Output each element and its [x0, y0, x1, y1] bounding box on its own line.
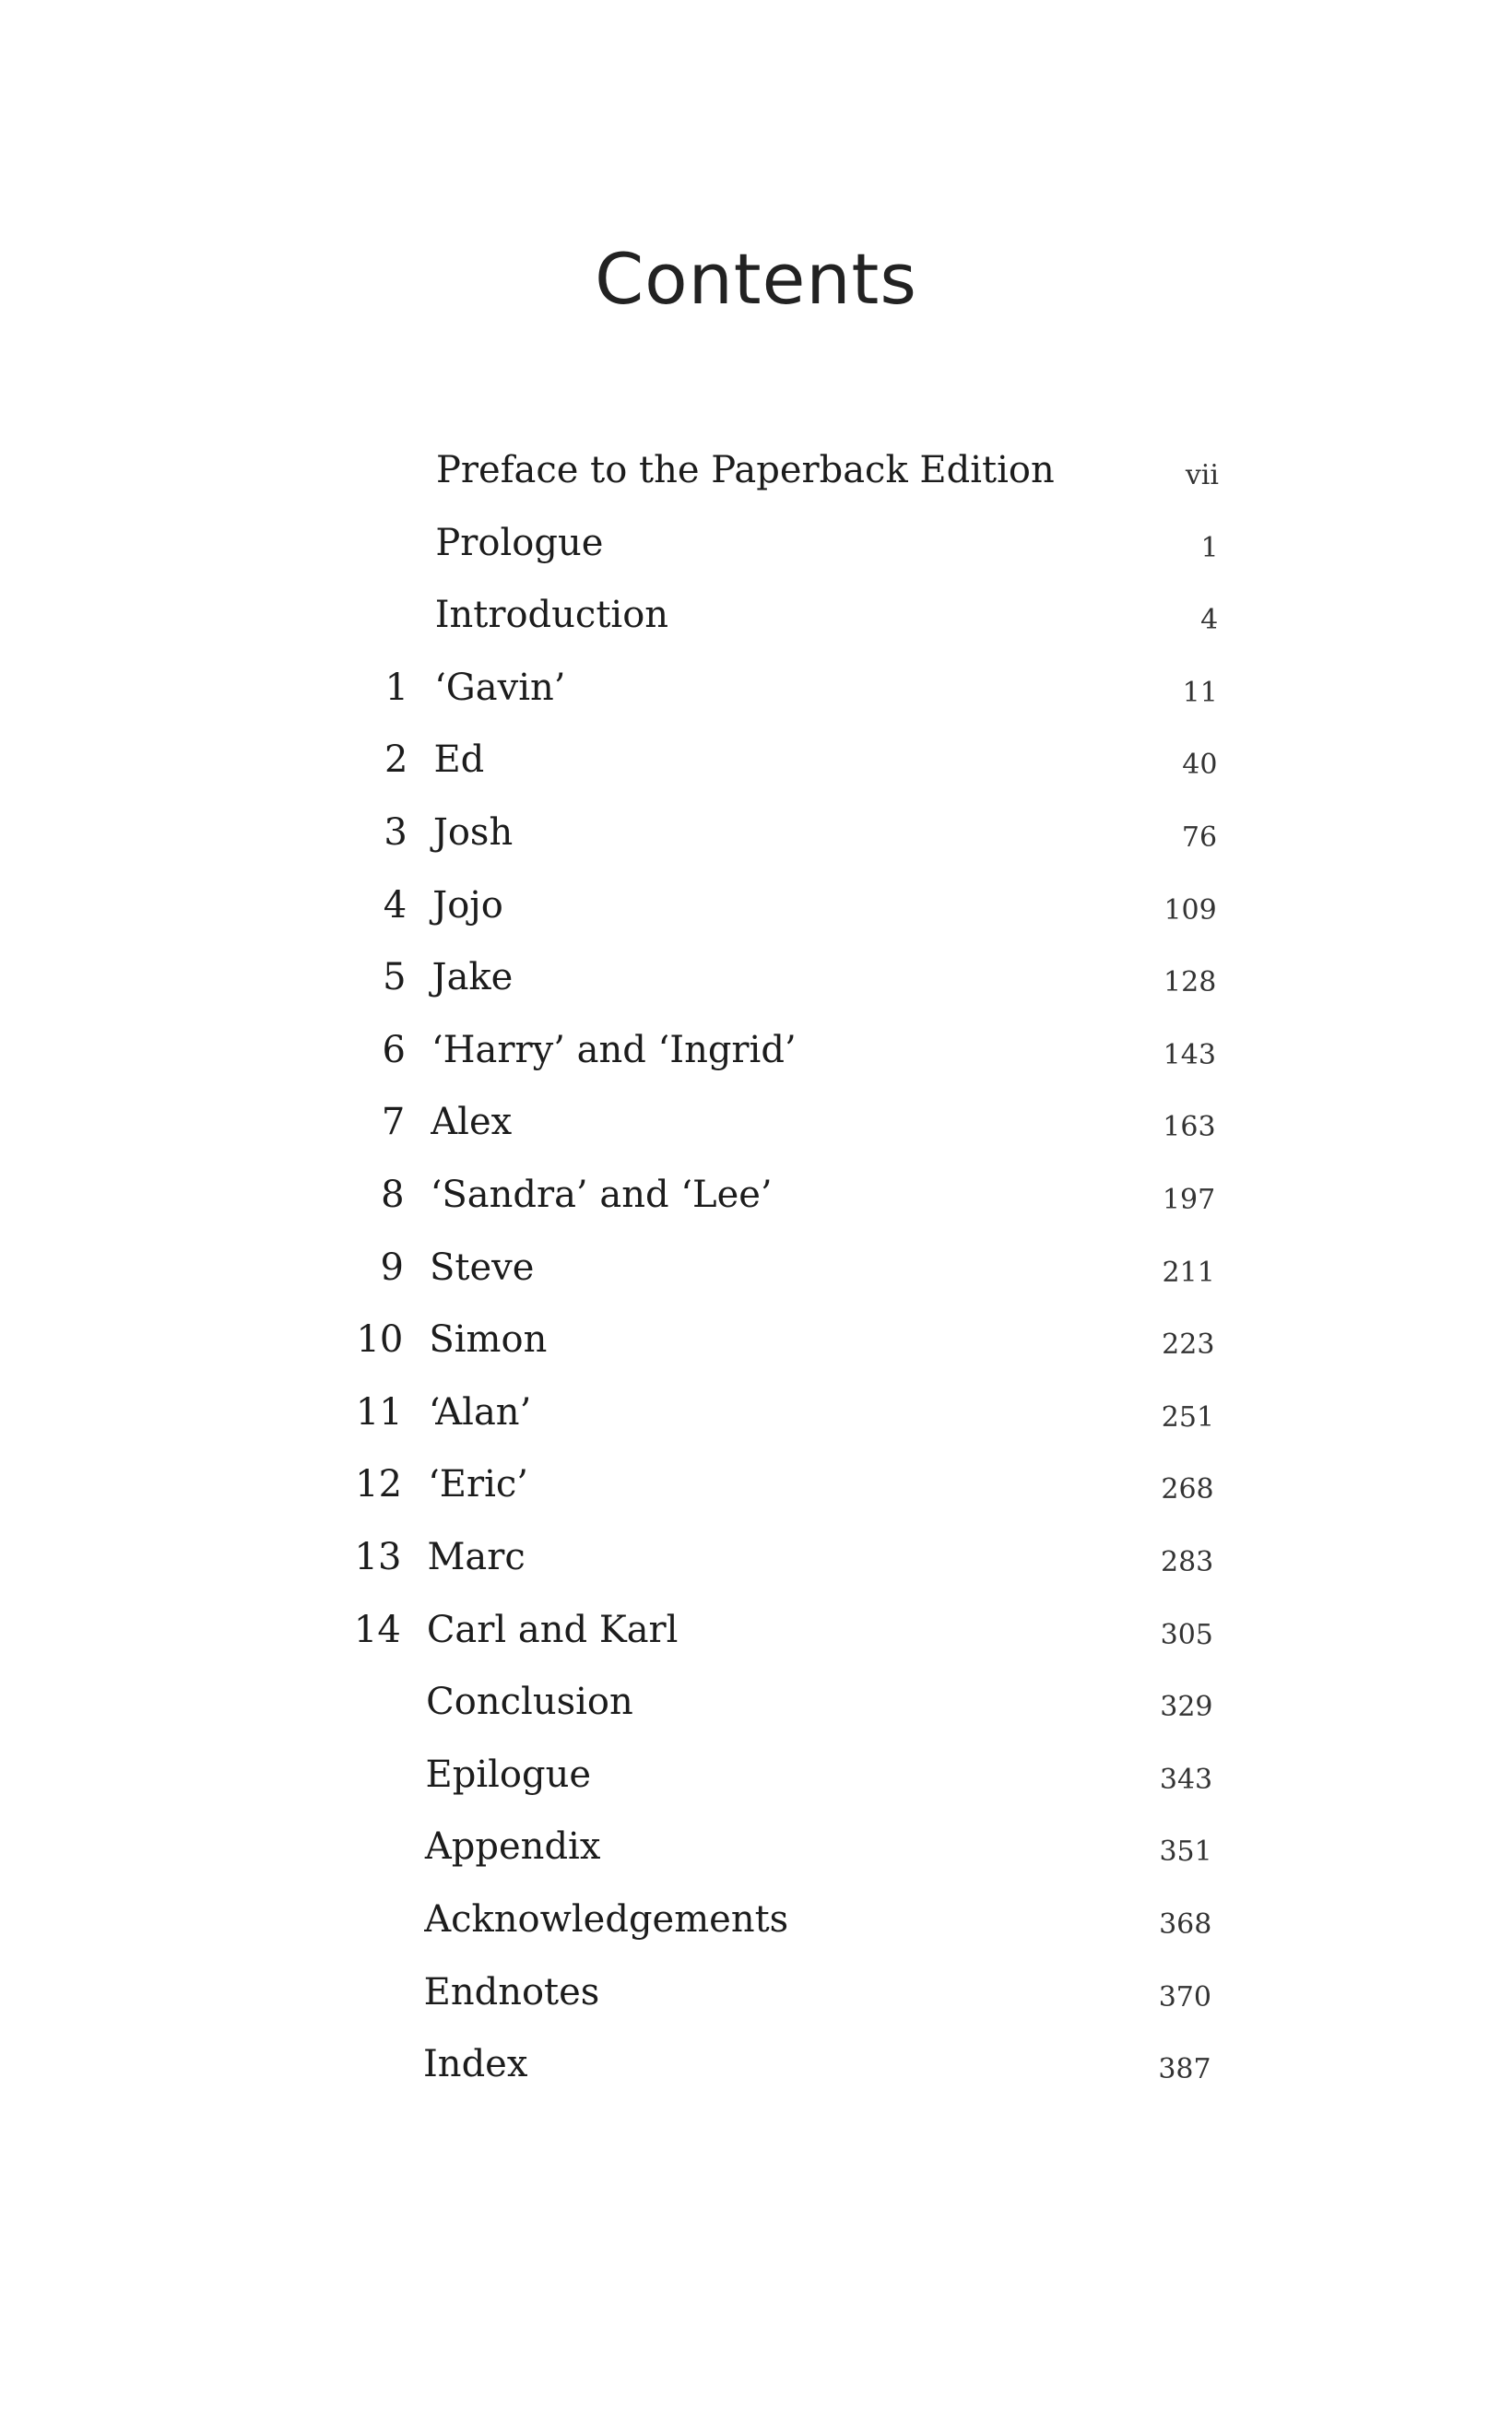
chapter-number: 10: [356, 1318, 404, 1362]
chapter-number: 3: [384, 811, 408, 854]
toc-entry: [0, 1457, 1512, 1512]
chapter-number: 6: [382, 1028, 406, 1071]
toc-entry: [0, 1167, 1512, 1222]
page-number: 370: [1158, 1980, 1211, 2013]
page-number: 268: [1161, 1473, 1214, 1506]
toc-entry: [0, 1385, 1512, 1440]
chapter-title: Appendix: [424, 1825, 601, 1869]
toc-entry: [0, 1747, 1512, 1802]
chapter-number: 5: [383, 956, 407, 999]
chapter-title: ‘Harry’ and ‘Ingrid’: [431, 1028, 797, 1071]
chapter-title: Josh: [432, 811, 514, 854]
toc-entry: [0, 950, 1512, 1005]
page-number: vii: [1185, 459, 1219, 491]
page-number: 387: [1158, 2053, 1211, 2086]
chapter-title: Jojo: [432, 883, 503, 927]
chapter-title: Ed: [433, 738, 485, 782]
page-number: 143: [1163, 1038, 1216, 1071]
page-number: 343: [1159, 1763, 1213, 1796]
page-number: 4: [1200, 604, 1219, 637]
toc-entry: [0, 1819, 1512, 1874]
chapter-number: 8: [381, 1174, 405, 1216]
page-number: 305: [1160, 1618, 1213, 1651]
toc-entry: [0, 1674, 1512, 1730]
page-number: 11: [1182, 676, 1218, 709]
toc-entry: [0, 1312, 1512, 1367]
toc-entry: [0, 443, 1512, 498]
chapter-number: 9: [380, 1246, 404, 1289]
page-number: 128: [1164, 966, 1217, 999]
page-number: 76: [1181, 821, 1218, 854]
page-number: 197: [1162, 1184, 1216, 1216]
toc-entry: [0, 1240, 1512, 1295]
toc-entry: [0, 1022, 1512, 1078]
chapter-number: 12: [355, 1463, 403, 1506]
chapter-number: 13: [354, 1536, 402, 1578]
chapter-number: 7: [381, 1101, 406, 1144]
toc-entry: [0, 1529, 1512, 1585]
page-title: Contents: [595, 238, 917, 320]
chapter-title: Carl and Karl: [426, 1608, 679, 1651]
page-number: 1: [1200, 531, 1219, 564]
page-number: 351: [1159, 1836, 1212, 1869]
page-number: 211: [1162, 1256, 1215, 1289]
chapter-title: Conclusion: [426, 1681, 633, 1724]
page-number: 40: [1182, 749, 1218, 782]
chapter-title: ‘Alan’: [428, 1390, 532, 1434]
toc-entry: [0, 878, 1512, 933]
chapter-title: Alex: [431, 1101, 513, 1144]
chapter-title: Endnotes: [423, 1970, 600, 2013]
page-number: 329: [1160, 1691, 1213, 1724]
page-number: 251: [1161, 1400, 1215, 1434]
page-number: 283: [1161, 1546, 1214, 1578]
chapter-number: 2: [384, 738, 408, 782]
chapter-number: 4: [383, 883, 408, 927]
toc-entry: [0, 732, 1512, 787]
toc-entry: [0, 2037, 1512, 2092]
chapter-number: 14: [353, 1608, 401, 1651]
chapter-title: Preface to the Paperback Edition: [436, 449, 1055, 491]
page-number: 368: [1159, 1908, 1212, 1941]
chapter-title: Jake: [431, 956, 514, 999]
chapter-title: ‘Gavin’: [434, 666, 566, 709]
chapter-title: Epilogue: [425, 1753, 592, 1796]
page-number: 223: [1162, 1328, 1215, 1362]
toc-entry: [0, 515, 1512, 571]
chapter-title: Marc: [427, 1536, 526, 1578]
toc-entry: [0, 587, 1512, 643]
toc-entry: [0, 1602, 1512, 1658]
chapter-title: Introduction: [434, 594, 669, 637]
toc-entry: [0, 660, 1512, 715]
toc-entry: [0, 805, 1512, 860]
chapter-number: 1: [384, 666, 409, 709]
chapter-title: Acknowledgements: [424, 1898, 789, 1941]
page-number: 109: [1164, 893, 1217, 927]
chapter-title: Prologue: [435, 521, 604, 564]
toc-entry: [0, 1965, 1512, 2020]
toc-entry: [0, 1892, 1512, 1947]
chapter-title: Steve: [430, 1246, 535, 1289]
page-number: 163: [1163, 1111, 1216, 1144]
chapter-title: ‘Eric’: [428, 1463, 529, 1506]
chapter-number: 11: [355, 1390, 403, 1434]
chapter-title: Simon: [429, 1318, 548, 1362]
chapter-title: ‘Sandra’ and ‘Lee’: [430, 1174, 773, 1216]
toc-entry: [0, 1094, 1512, 1150]
chapter-title: Index: [423, 2043, 528, 2086]
